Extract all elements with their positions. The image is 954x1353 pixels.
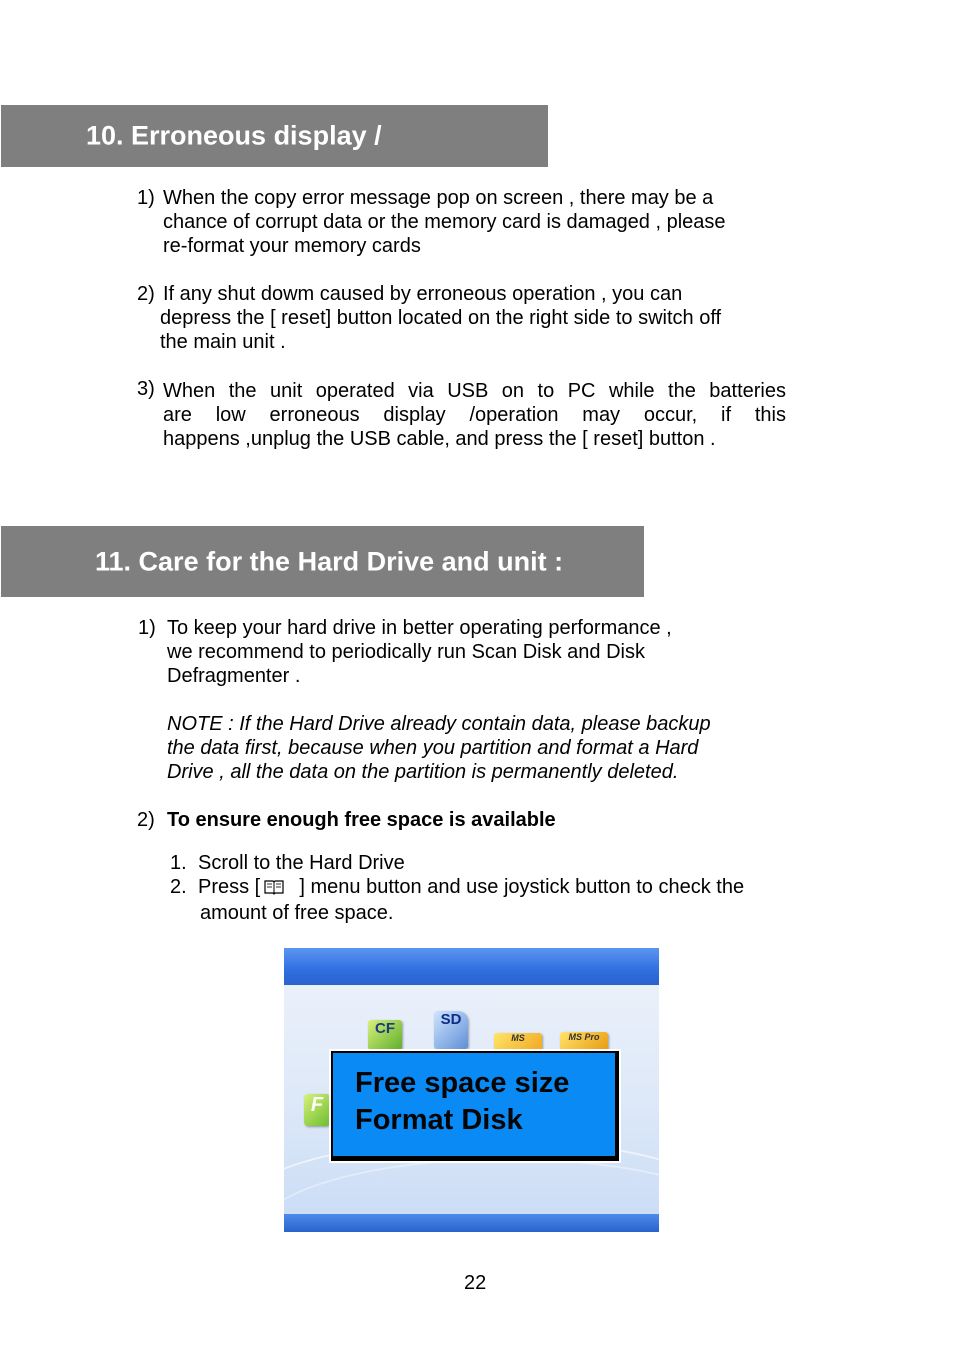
s10-item3-line1: When the unit operated via USB on to PC while the batteries <box>163 380 786 402</box>
s10-item3-line3: happens ,unplug the USB cable, and press the [ reset] button . <box>163 428 716 450</box>
step2-continuation: amount of free space. <box>200 902 394 924</box>
screen-top-bar <box>284 948 659 985</box>
s10-item2-number: 2) <box>137 283 155 305</box>
s10-item1-line1: When the copy error message pop on screen , there may be a <box>163 187 714 209</box>
s10-item1-line2: chance of corrupt data or the memory card is damaged , please <box>163 211 726 233</box>
s11-note-line3: Drive , all the data on the partition is permanently deleted. <box>167 761 679 783</box>
menu-option-format-disk[interactable]: Format Disk <box>355 1104 523 1136</box>
s10-item3-line2: are low erroneous display /operation may occur, if this <box>163 404 786 426</box>
s10-item1-number: 1) <box>137 187 155 209</box>
step1-text: Scroll to the Hard Drive <box>198 852 405 874</box>
s10-item3-number: 3) <box>137 378 155 400</box>
menu-option-free-space[interactable]: Free space size <box>355 1067 570 1099</box>
hard-drive-icon[interactable]: F <box>304 1094 330 1126</box>
screen-bottom-bar <box>284 1214 659 1232</box>
s10-item1-line3: re-format your memory cards <box>163 235 421 257</box>
s11-item1-line2: we recommend to periodically run Scan Disk and Disk <box>167 641 645 663</box>
step2-number: 2. <box>170 876 187 898</box>
step2-text-after: ] menu button and use joystick button to check the <box>299 876 745 898</box>
step2-text <box>198 875 744 899</box>
section-10-banner <box>1 105 548 167</box>
s10-item2-line3: the main unit . <box>160 331 286 353</box>
page-number: 22 <box>464 1272 487 1294</box>
section-11-heading: 11. Care for the Hard Drive and unit : <box>95 546 564 576</box>
menu-popup <box>329 1049 621 1163</box>
step1-number: 1. <box>170 852 187 874</box>
menu-popup-panel <box>333 1053 615 1156</box>
s11-note-line2: the data first, because when you partition and format a Hard <box>167 737 699 759</box>
book-icon <box>264 879 284 895</box>
device-screenshot <box>284 948 659 1232</box>
s11-item2-number: 2) <box>137 809 155 831</box>
s11-item1-line1: To keep your hard drive in better operating performance , <box>167 617 672 639</box>
s11-note-line1: NOTE : If the Hard Drive already contain data, please backup <box>167 713 711 735</box>
s11-item1-number: 1) <box>138 617 156 639</box>
cf-card-icon[interactable]: CF <box>368 1020 402 1050</box>
section-11-banner <box>1 526 644 597</box>
ms-pro-card-icon[interactable]: MS Pro <box>560 1032 608 1051</box>
s11-item2-title: To ensure enough free space is available <box>167 809 556 831</box>
ms-card-icon[interactable]: MS <box>494 1033 542 1051</box>
section-10-heading: 10. Erroneous display / <box>86 120 382 151</box>
s11-item1-line3: Defragmenter . <box>167 665 301 687</box>
step2-text-before: Press [ <box>198 876 261 898</box>
sd-card-icon[interactable]: SD <box>434 1011 468 1049</box>
s10-item2-line2: depress the [ reset] button located on the right side to switch off <box>160 307 722 329</box>
s10-item2-line1: If any shut dowm caused by erroneous operation , you can <box>163 283 683 305</box>
